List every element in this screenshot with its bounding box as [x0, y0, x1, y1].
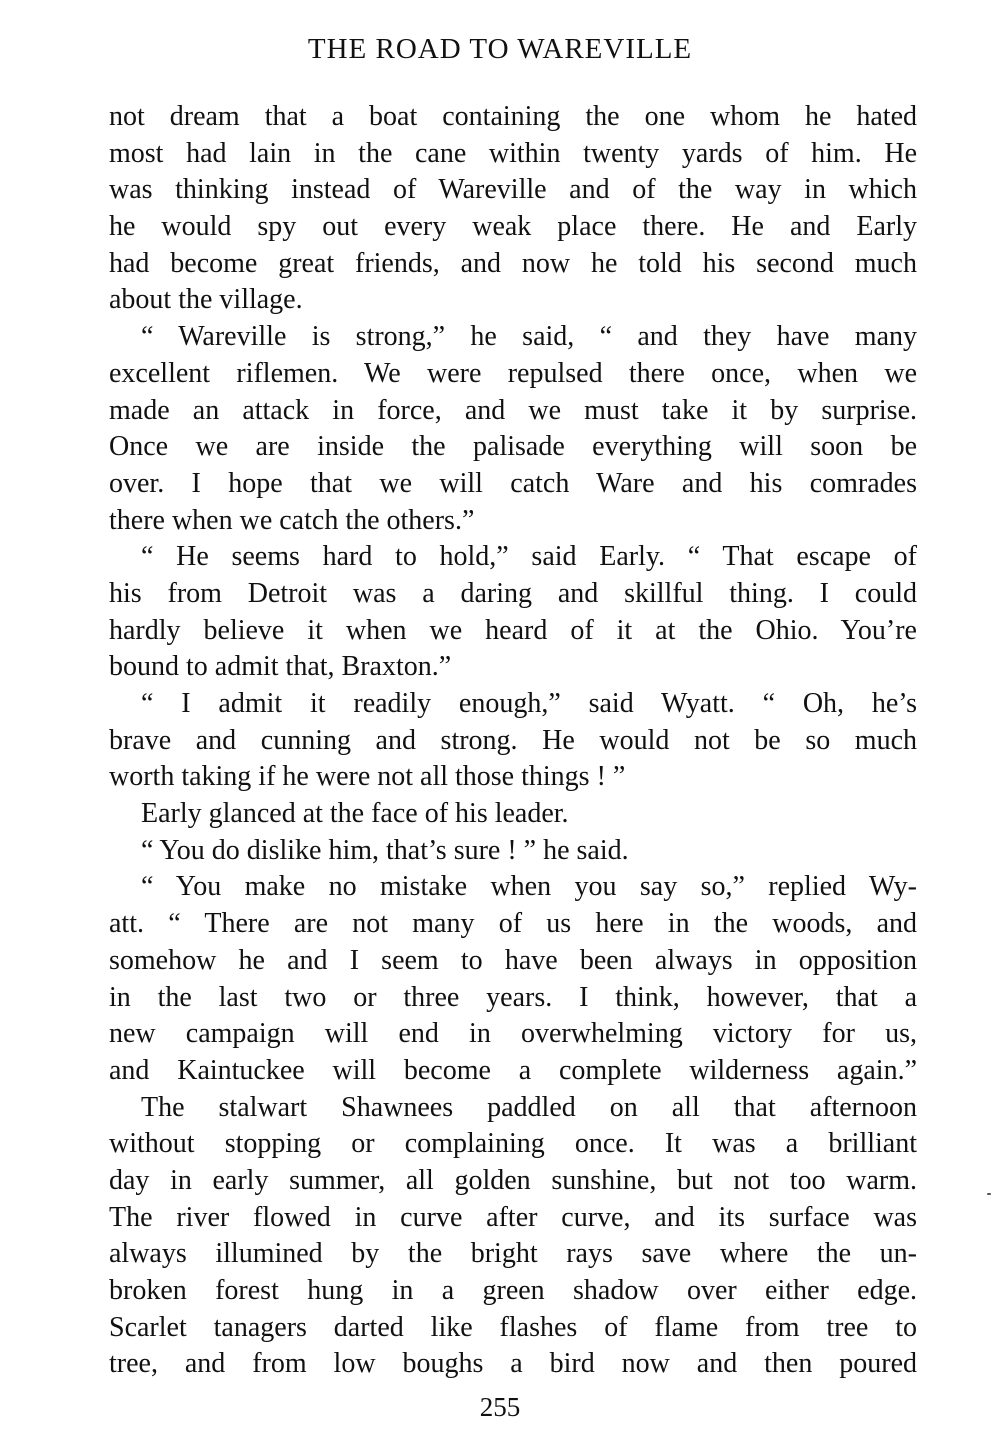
text-line: he would spy out every weak place there. He and Early — [109, 211, 917, 243]
text-line: over. I hope that we will catch Ware and his comrades — [109, 467, 917, 499]
text-line: “ You do dislike him, that’s sure ! ” he said. — [141, 834, 629, 866]
text-line: in the last two or three years. I think, however, that a — [109, 981, 917, 1013]
text-line: “ He seems hard to hold,” said Early. “ That escape of — [141, 541, 917, 573]
text-line: worth taking if he were not all those things ! ” — [109, 761, 626, 793]
text-line: “ You make no mistake when you say so,” replied Wy- — [141, 871, 917, 903]
text-line: broken forest hung in a green shadow over either edge. — [109, 1275, 917, 1306]
text-line: most had lain in the cane within twenty yards of him. He — [109, 137, 917, 169]
text-line: had become great friends, and now he told his second much — [109, 247, 917, 279]
text-line: “ Wareville is strong,” he said, “ and they have many — [141, 321, 917, 353]
text-line: always illumined by the bright rays save where the un- — [109, 1238, 917, 1270]
body-text — [109, 99, 917, 1383]
text-line: Once we are inside the palisade everything will soon be — [109, 431, 917, 463]
text-line: made an attack in force, and we must take it by surprise. — [109, 394, 917, 426]
text-line: and Kaintuckee will become a complete wilderness again.” — [109, 1054, 917, 1086]
text-line: Scarlet tanagers darted like flashes of flame from tree to — [109, 1311, 917, 1343]
text-line: tree, and from low boughs a bird now and then poured — [109, 1348, 917, 1380]
running-head: THE ROAD TO WAREVILLE — [307, 33, 693, 65]
text-line: day in early summer, all golden sunshine, but not too warm. — [109, 1164, 917, 1196]
text-line: there when we catch the others.” — [109, 504, 475, 536]
page-number: 255 — [479, 1392, 521, 1422]
text-line: somehow he and I seem to have been always in opposition — [109, 944, 917, 976]
text-line: hardly believe it when we heard of it at the Ohio. You’re — [109, 614, 917, 646]
text-line: brave and cunning and strong. He would not be so much — [109, 724, 917, 756]
text-line: The river flowed in curve after curve, and its surface was — [109, 1201, 917, 1233]
text-line: “ I admit it readily enough,” said Wyatt. “ Oh, he’s — [141, 688, 917, 719]
text-line: excellent riflemen. We were repulsed there once, when we — [109, 357, 917, 389]
text-line: without stopping or complaining once. It was a brilliant — [109, 1128, 917, 1160]
text-line: was thinking instead of Wareville and of the way in which — [109, 174, 917, 206]
scan-speck — [987, 1193, 991, 1195]
text-line: not dream that a boat containing the one whom he hated — [109, 101, 917, 132]
text-line: bound to admit that, Braxton.” — [109, 651, 452, 683]
text-line: about the village. — [109, 284, 303, 316]
text-line: Early glanced at the face of his leader. — [141, 798, 569, 830]
text-line: att. “ There are not many of us here in the woods, and — [109, 908, 917, 940]
text-line: The stalwart Shawnees paddled on all that afternoon — [141, 1091, 917, 1123]
text-line: his from Detroit was a daring and skillful thing. I could — [109, 577, 917, 609]
text-line: new campaign will end in overwhelming victory for us, — [109, 1018, 917, 1050]
